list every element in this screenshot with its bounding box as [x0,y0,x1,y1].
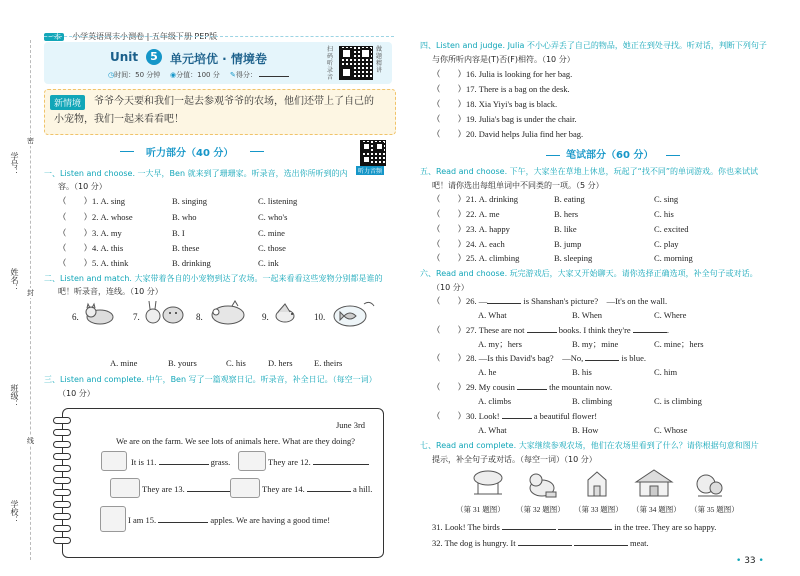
q1-row-5-b: B. drinking [172,258,211,268]
q6-item-27-c: C. mine；hers [654,339,704,349]
q11-sentence: It is 11. grass. [131,457,231,467]
q32-caption: （第 32 题图） [516,505,565,514]
q2-heading-2: 吧！听录音，连线。（10 分） [58,287,163,296]
q5-row-23-c: C. excited [654,224,689,234]
q2-num-7: 7. [133,312,140,322]
q5-row-22-c: C. his [654,209,674,219]
score-got-label: ✎得分： [230,70,289,80]
time-label: ◷时间：50 分钟 [108,71,161,79]
q5-row-21[interactable]: （ ）21. A. drinking [432,194,518,204]
q7-heading-2: 提示，补全句子或对话。（每空一词）（10 分） [432,455,597,464]
scenario-tag: 新情境 [50,95,85,110]
scenario-text-1: 爷爷今天要和我们一起去参观爷爷的农场，他们还带上了自己的 [94,96,374,107]
school-label: 学校： [10,500,19,524]
title-rule-left [120,151,134,152]
q15-sentence: I am 15. apples. We are having a good time! [128,515,331,525]
qr-left-label: 扫码听录音 [327,46,334,81]
q6-heading-2: （10 分） [432,283,469,292]
q1-row-5-c: C. ink [258,258,279,268]
seal-xian: 线 [27,437,34,445]
qr-right-label: 做题精讲 [376,46,383,74]
series-badge: 一本 [44,33,64,41]
q6-item-27-b: B. my；mine [572,339,619,349]
q2-num-6: 6. [72,312,79,322]
q6-item-30[interactable]: （ ）30. Look! a beautiful flower! [432,411,598,421]
score-total-label: ◉分值：100 分 [170,71,220,79]
q4-row-20[interactable]: （ ）20. David helps Julia find her bag. [432,129,584,139]
q2-option-e: E. theirs [314,358,343,368]
scenario-text-2: 小宠物，我们一起来看看吧！ [54,114,184,125]
q4-row-17[interactable]: （ ）17. There is a bag on the desk. [432,84,570,94]
q14-picture [230,478,260,498]
clock-icon: ◷ [108,71,115,79]
q5-row-23-b: B. like [554,224,577,234]
q32-picture [524,468,560,500]
page-number: • 33 • [736,556,764,566]
q5-row-22-b: B. hers [554,209,579,219]
q1-row-2-c: C. who's [258,212,288,222]
q4-heading-1: 四、Listen and judge. Julia 不小心弄丢了自己的物品，她正在到处寻找。听对话，判断下列句子 [420,41,767,50]
q34-caption: （第 34 题图） [632,505,681,514]
q1-heading-1: 一、Listen and choose. 一大早，Ben 就来到了珊珊家。听录音，选出你所听到的内 [44,169,348,178]
q6-item-26-c: C. Where [654,310,687,320]
q12-picture [238,451,266,471]
q3-heading-1: 三、Listen and complete. 中午，Ben 写了一篇观察日记。听录音，补全日记。（每空一词） [44,375,377,384]
q4-row-18[interactable]: （ ）18. Xia Yiyi's bag is black. [432,99,558,109]
q1-row-3-c: C. mine [258,228,285,238]
written-rule-left [546,155,560,156]
q5-row-22[interactable]: （ ）22. A. me [432,209,500,219]
bird-picture [272,300,298,326]
q5-row-23[interactable]: （ ）23. A. happy [432,224,510,234]
q31-sentence: 31. Look! The birds in the tree. They are so happy. [432,522,717,532]
q4-heading-2: 与你所听内容是(T)否(F)相符。（10 分） [432,55,575,64]
q1-heading-2: 容。（10 分） [58,182,107,191]
rabbit-dog-picture [143,300,187,326]
q1-row-2-b: B. who [172,212,197,222]
name-label: 姓名： [10,268,19,292]
q14-sentence: They are 14. a hill. [262,484,373,494]
q6-item-26[interactable]: （ ）26. — is Shanshan's picture? —It's on the wall. [432,296,668,306]
q6-item-28[interactable]: （ ）28. —Is this David's bag? —No, is blue. [432,353,647,363]
q4-row-16[interactable]: （ ）16. Julia is looking for her bag. [432,69,573,79]
q12-blank[interactable] [313,464,369,465]
unit-word: Unit [110,50,139,64]
q3-heading-2: （10 分） [58,389,95,398]
q6-item-27-a: A. my；hers [478,339,522,349]
q15-blank[interactable] [158,522,208,523]
q2-option-b: B. yours [168,358,197,368]
q2-num-8: 8. [196,312,203,322]
q13-picture [110,478,140,498]
q33-caption: （第 33 题图） [574,505,623,514]
q31-blank-1[interactable] [502,529,556,530]
cat-picture [84,300,116,326]
q11-blank[interactable] [159,464,209,465]
header-divider [44,36,394,37]
unit-qr-code[interactable] [339,46,373,80]
q32-sentence: 32. The dog is hungry. It meat. [432,538,649,548]
q35-picture [692,470,728,500]
student-id-label: 学号： [10,152,19,176]
listening-qr-code[interactable] [360,140,386,166]
q13-sentence: They are 13. [142,484,239,495]
q5-row-21-c: C. sing [654,194,679,204]
q14-blank[interactable] [307,491,351,492]
q5-row-25-b: B. sleeping [554,253,593,263]
q6-item-29-a: A. climbs [478,396,512,406]
q1-row-5[interactable]: （ ）5. A. think [58,258,129,268]
q1-row-1-b: B. singing [172,196,207,206]
page-header [44,24,217,43]
q6-item-30-b: B. How [572,425,599,435]
q5-heading-1: 五、Read and choose. 下午，大家坐在草地上休息，玩起了“找不同”的单词游戏。你也来试试 [420,167,758,176]
listening-title: 听力部分（40 分） [146,148,234,159]
pig-picture [208,300,248,326]
q6-item-29[interactable]: （ ）29. My cousin the mountain now. [432,382,613,392]
q6-item-28-c: C. him [654,367,678,377]
pencil-icon: ✎ [230,71,236,79]
q6-item-29-c: C. is climbing [654,396,702,406]
q2-option-d: D. hers [268,358,293,368]
q6-item-30-a: A. What [478,425,507,435]
class-label: 班级： [10,384,19,408]
unit-number: 5 [146,49,162,65]
q6-item-26-b: B. When [572,310,603,320]
q31-blank-2[interactable] [558,529,612,530]
q2-option-c: C. his [226,358,246,368]
q1-row-1[interactable]: （ ）1. A. sing [58,196,126,206]
q5-row-24[interactable]: （ ）24. A. each [432,239,505,249]
written-rule-right [666,155,680,156]
title-rule-right [250,151,264,152]
fish-bowl-picture [330,296,378,328]
q1-row-4[interactable]: （ ）4. A. this [58,243,124,253]
q35-caption: （第 35 题图） [690,505,739,514]
diary-date: June 3rd [336,420,366,430]
q32-blank-1[interactable] [518,545,572,546]
q12-sentence: They are 12. [268,457,369,468]
q5-row-25-c: C. morning [654,253,693,263]
q32-blank-2[interactable] [574,545,628,546]
unit-title: 单元培优 · 情境卷 [170,52,267,66]
q5-row-24-b: B. jump [554,239,582,249]
q6-item-27[interactable]: （ ）27. These are not books. I think they're . [432,325,669,335]
q2-num-9: 9. [262,312,269,322]
q1-row-1-c: C. listening [258,196,298,206]
q33-picture [580,468,614,500]
seal-mi: 密 [27,137,34,145]
q6-item-28-b: B. his [572,367,592,377]
diary-line-1: We are on the farm. We see lots of animals here. What are they doing? [116,436,356,446]
seal-feng: 封 [27,289,34,297]
q6-item-28-a: A. he [478,367,497,377]
q31-caption: （第 31 题图） [456,505,505,514]
binding-line [30,40,31,560]
q4-row-19[interactable]: （ ）19. Julia's bag is under the chair. [432,114,577,124]
q2-num-10: 10. [314,312,326,322]
q1-row-2[interactable]: （ ）2. A. whose [58,212,133,222]
q5-row-24-c: C. play [654,239,679,249]
q6-item-30-c: C. Whose [654,425,688,435]
q7-heading-1: 七、Read and complete. 大家继续参观农场，他们在农场里看到了什么？请你根据句意和图片 [420,441,759,450]
written-title: 笔试部分（60 分） [566,150,654,161]
q1-row-3-b: B. I [172,228,185,238]
q6-heading-1: 六、Read and choose. 玩完游戏后，大家又开始聊天。请你选择正确选项，补全句子或对话。 [420,269,758,278]
q34-picture [632,466,676,500]
q1-row-3[interactable]: （ ）3. A. my [58,228,122,238]
q2-option-a: A. mine [110,358,138,368]
q11-picture [101,451,127,471]
q1-row-4-c: C. those [258,243,286,253]
q5-heading-2: 吧！请你选出每组单词中不同类的一项。（5 分） [432,181,604,190]
q2-heading-1: 二、Listen and match. 大家带着各自的小宠物到达了农场。一起来看看这些宠物分别都是谁的 [44,274,383,283]
q15-picture [100,506,126,532]
q6-item-29-b: B. climbing [572,396,613,406]
listening-qr-label: 听力音频 [358,168,383,175]
q1-row-4-b: B. these [172,243,200,253]
q31-picture [468,468,508,500]
series-title: 小学英语周末小测卷 | 五年级下册 PEP版 [72,32,218,41]
score-icon: ◉ [170,71,177,79]
q6-item-26-a: A. What [478,310,507,320]
q5-row-21-b: B. eating [554,194,585,204]
q5-row-25[interactable]: （ ）25. A. climbing [432,253,520,263]
